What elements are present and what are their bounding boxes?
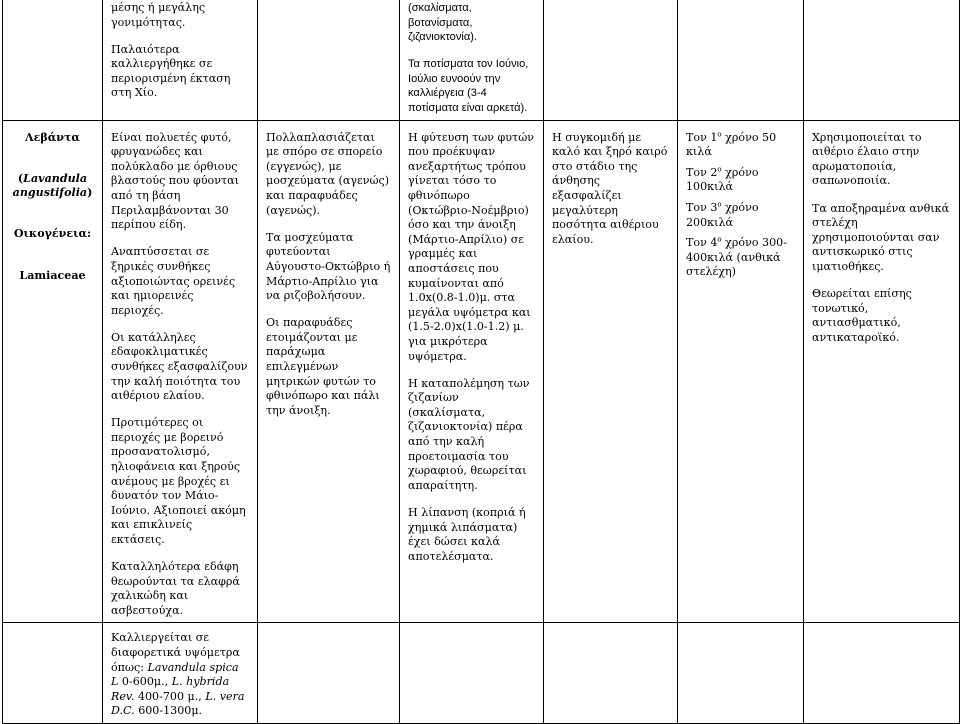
ordinal: ο	[717, 129, 722, 138]
plant-name-cell	[3, 120, 103, 623]
yield-text: Τον 2	[686, 165, 718, 179]
paragraph: Προτιμότερες οι περιοχές με βορεινό προσανατολισμό, ηλιοφάνεια και ξηρούς ανέμους με βροχές ει δυνατόν τον Μάιο-Ιούνιο. Αξιοποιεί ακόμη και επικλινείς εκτάσεις.	[111, 416, 246, 546]
family-name: Lamiaceae	[19, 268, 86, 282]
plant-name-cell	[3, 623, 103, 724]
cultivation-cell	[400, 0, 544, 120]
species-range: 400-700 μ.,	[137, 689, 202, 703]
paragraph: Η καταπολέμηση των ζιζανίων (σκαλίσματα, ζιζανιοκτονία) πέρα από την καλή προετοιμασία του χωραφιού, θεωρείται απαραίτητη.	[408, 376, 530, 492]
altitude-cell	[103, 623, 258, 724]
paragraph: Τα αποξηραμένα ανθικά στελέχη χρησιμοποιούνται σαν αντισκωρικό στις ιματιοθήκες.	[812, 201, 950, 273]
paragraph: Η φύτευση των φυτών που προέκυψαν ανεξαρτήτως τρόπου γίνεται τόσο το φθινόπωρο (Οκτώβριο-Νοέμβριο) όσο και την άνοιξη (Μάρτιο-Απρίλιο) σε γραμμές και αποστάσεις που κυμαίνονται από 1.0x(0.8-1.0)μ. στα μεγάλα υψόμετρα και (1.5-2.0)x(1.0-1.2) μ. για μικρότερα υψόμετρα.	[408, 130, 534, 363]
yield-text: Τον 4	[686, 236, 718, 250]
table-row	[3, 0, 960, 120]
yield-text: Τον 1	[686, 130, 718, 144]
yield-year-1	[686, 131, 795, 160]
paragraph: Καταλληλότερα εδάφη θεωρούνται τα ελαφρά χαλικώδη και ασβεστούχα.	[111, 560, 240, 617]
propagation-cell	[258, 0, 400, 120]
harvest-cell	[544, 0, 678, 120]
yield-year-3	[686, 201, 795, 230]
paragraph: Η λίπανση (κοπριά ή χημικά λιπάσματα) έχει δώσει καλά αποτελέσματα.	[408, 505, 526, 563]
species-range: 0-600μ.,	[121, 675, 169, 689]
paragraph: Η συγκομιδή με καλό και ξηρό καιρό στο στάδιο της άνθησης εξασφαλίζει μεγαλύτερη ποσότητα αιθέριου ελαίου.	[552, 130, 668, 246]
description-cell	[103, 0, 258, 120]
paragraph: Είναι πολυετές φυτό, φρυγανώδες και πολύκλαδο με όρθιους βλαστούς που φύονται από τη βάση Περιλαμβάνονται 30 περίπου είδη.	[111, 130, 239, 232]
yield-year-2	[686, 166, 795, 195]
table-row	[3, 623, 960, 724]
altitude-intro: Καλλιεργείται σε διαφορετικά υψόμετρα όπως:	[111, 631, 240, 674]
paragraph: Αναπτύσσεται σε ξηρικές συνθήκες αξιοποιώντας ορεινές και ημιορεινές περιοχές.	[111, 245, 236, 317]
yield-cell	[678, 120, 804, 623]
yield-text: χρόνο 200κιλά	[686, 201, 759, 229]
paragraph: (σκαλίσματα, βοτανίσματα, ζιζανιοκτονία).	[408, 2, 478, 44]
paragraph: Θεωρείται επίσης τονωτικό, αντιασθματικό, αντικαταροϊκό.	[812, 287, 912, 344]
yield-cell	[678, 0, 804, 120]
yield-text: Τον 3	[686, 201, 718, 215]
yield-text: χρόνο 300-400κιλά (ανθικά στελέχη)	[686, 236, 787, 279]
cultivation-cell	[400, 120, 544, 623]
yield-year-4	[686, 236, 795, 280]
paren-open: (	[17, 171, 24, 185]
species-name: Lavandula spica L	[111, 660, 239, 689]
ordinal: ο	[717, 235, 722, 244]
uses-cell	[804, 0, 960, 120]
paragraph: Παλαιότερα καλλιεργήθηκε σε περιορισμένη έκταση στη Χίο.	[111, 42, 231, 100]
propagation-cell	[258, 120, 400, 623]
yield-text: χρόνο 50 κιλά	[686, 130, 777, 159]
family-label: Οικογένεια:	[13, 227, 92, 241]
empty-cell	[400, 623, 544, 724]
plant-name: Λεβάντα	[25, 130, 80, 144]
scientific-name-text: Lavandula angustifolia	[12, 171, 88, 200]
paragraph: μέσης ή μεγάλης γονιμότητας.	[111, 1, 206, 29]
empty-cell	[804, 623, 960, 724]
plant-name-cell	[3, 0, 103, 120]
yield-text: χρόνο 100κιλά	[686, 165, 759, 194]
crop-table	[2, 0, 960, 724]
species-name: L. vera D.C.	[111, 689, 245, 718]
species-name: L. hybrida Rev.	[111, 675, 230, 703]
paragraph: Οι κατάλληλες εδαφοκλιματικές συνθήκες εξασφαλίζουν την καλή ποιότητα του αιθέριου ελαίου.	[111, 330, 248, 403]
scientific-name	[3, 172, 102, 201]
paren-close: )	[87, 186, 93, 200]
empty-cell	[544, 623, 678, 724]
ordinal: ο	[717, 200, 722, 209]
paragraph: Οι παραφυάδες ετοιμάζονται με παράχωμα επιλεγμένων μητρικών φυτών το φθινόπωρο και πάλι την άνοιξη.	[266, 316, 380, 417]
uses-cell	[804, 120, 960, 623]
species-range: 600-1300μ.	[138, 704, 203, 718]
paragraph: Πολλαπλασιάζεται με σπόρο σε σπορείο (εγγενώς), με μοσχεύματα (αγενώς) και παραφυάδες (αγενώς).	[266, 130, 390, 217]
empty-cell	[258, 623, 400, 724]
description-cell	[103, 120, 258, 623]
paragraph: Χρησιμοποιείται το αιθέριο έλαιο στην αρωματοποιία, σαπωνοποιία.	[812, 130, 922, 188]
harvest-cell	[544, 120, 678, 623]
paragraph: Τα ποτίσματα τον Ιούνιο, Ιούλιο ευνοούν την καλλιέργεια (3-4 ποτίσματα είναι αρκετά).	[408, 58, 529, 115]
ordinal: ο	[717, 165, 722, 174]
table-row	[3, 120, 960, 623]
paragraph: Τα μοσχεύματα φυτεύονται Αύγουστο-Οκτώβριο ή Μάρτιο-Απρίλιο για να ριζοβολήσουν.	[266, 230, 391, 303]
empty-cell	[678, 623, 804, 724]
